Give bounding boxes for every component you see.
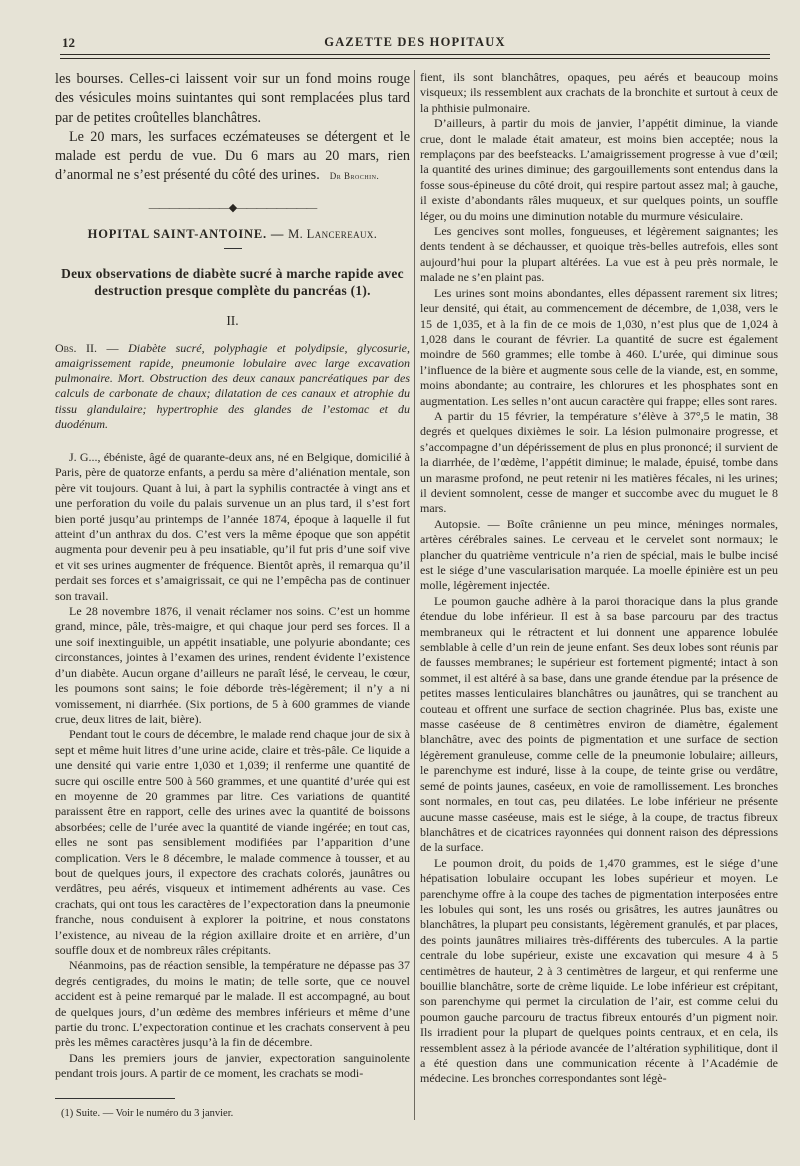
paragraph: Le 28 novembre 1876, il venait réclamer nos soins. C’est un homme grand, mince, pâle, très-maigre, et qui chaque jour perd ses forces. Il a une soif inextinguible, un appétit insatiable, une polyurie abondante; ces circonstances, jointes à l’examen des urines, rendent évidente l’existence d’un diabète. Aucun organe d’ailleurs ne paraît lésé, le cerveau, le cœur, les poumons sont sains; le foie déborde très-légèrement; il n’y a ni vomissement, ni diarrhée. (Six portions, de 5 à 600 grammes de viande crue, deux litres de lait, bière). <box>55 604 410 726</box>
paragraph: fient, ils sont blanchâtres, opaques, peu aérés et beaucoup moins visqueux; ils ressemblent aux crachats de la bronchite et surtout à ceux de la phthisie pulmonaire. <box>420 70 778 115</box>
signature: Dr Brochin. <box>329 171 380 182</box>
page-header <box>60 30 770 62</box>
page-number: 12 <box>62 35 75 50</box>
short-rule <box>224 248 242 249</box>
paragraph: Pendant tout le cours de décembre, le malade rend chaque jour de six à sept et même huit litres d’une urine acide, claire et très-pâle. Ce liquide a une densité qui varie entre 1,030 et 1,039; il renferme une quantité de sucre qui oscille entre 500 à 560 grammes, et une quantité d’urée qui est en moyenne de 20 grammes par litre. Ces variations de quantité paraissent être en rapport, celle des urines avec la quantité de boissons absorbées; celle de l’urée avec la quantité de viande ingérée; en tout cas, elles ne sont pas sensiblement modifiées par l’apparition d’une complication. Vers le 8 décembre, le malade commence à tousser, et au bout de quelques jours, il expectore des crachats colorés, jaunâtres ou verdâtres, peu aérés, visqueux et intimement adhérents au vase. Ces crachats, qui ont tous les caractères de l’expectoration dans la pneumonie franche, nous conduisent à explorer la poitrine, et nous constatons l’existence, au niveau de la région axillaire droite et en arrière, d’un souffle doux et de nombreux râles crépitants. <box>55 727 410 957</box>
ornamental-separator: ————————◆———————— <box>148 201 317 214</box>
paragraph: Autopsie. — Boîte crânienne un peu mince, méninges normales, artères cérébrales saines. Le cerveau et le cervelet sont normaux; le plancher du quatrième ventricule n’a rien de spécial, mais le bulbe incisé est le siége d’une vascularisation marquée. La moelle épinière est un peu molle, légèrement injectée. <box>420 516 778 593</box>
paragraph: Le poumon gauche adhère à la paroi thoracique dans la plus grande étendue du lobe inférieur. Il est à sa base parcouru par des tractus membraneux qui le rétractent et lui donnent une apparence lobulée semblable à celle d’un rein de jeune enfant. Ses deux lobes sont réunis par de fausses membranes; le supérieur est fortement pigmenté; intact à son sommet, il est altéré à sa base, dans une grande étendue par la présence de petites masses lenticulaires blanchâtres ou jaunâtres, qui se tranchent au couteau et offrent une surface de section chagrinée. Plus bas, existe une masse caséeuse de 8 centimètres environ de diamètre, également blanchâtre, avec des points de pigmentation et une surface de section légèrement granuleuse, comme celle de la pneumonie lobulaire; ailleurs, le parenchyme est induré, lisse à la coupe, de teinte grise ou verdâtre, semé de points jaunes, caséeux, en voie de ramollissement. Les bronches sont normales, en tout cas, peu dilatées. Le lobe inférieur ne présente aucune masse caséeuse, mais est le siége, à la coupe, de tractus fibreux blanchâtres et de cicatrices rayonnées qui donnent raison des dépressions de la surface. <box>420 593 778 855</box>
paragraph: Néanmoins, pas de réaction sensible, la température ne dépasse pas 37 degrés centigrades, du moins le matin; de telle sorte, que ce nouvel accident est à peine remarqué par le malade. Il est accompagné, au bout de quelques jours, d’un œdème des membres inférieurs et même d’une partie du tronc. L’expectoration continue et les crachats conservent à peu près les mêmes caractères jusqu’à la fin de décembre. <box>55 958 410 1050</box>
hospital-heading: HOPITAL SAINT-ANTOINE. — M. Lancereaux. <box>87 226 378 241</box>
footnote: (1) Suite. — Voir le numéro du 3 janvier. <box>61 1107 234 1119</box>
paragraph: Les urines sont moins abondantes, elles dépassent rarement six litres; leur densité, qui était, au commencement de décembre, de 1,038, vers le 15 de 1,035, et à la fin de ce mois de 1,030, n’est plus que de 1,024 à 1,028 dans le courant de février. La quantité de sucre est également moindre de 560 grammes; elle tombe à 460. L’urée, qui diminue sous l’influence de la bière et augmente sous celle de la viande, est, en somme, moins abondante; au contraire, les chlorures et les phosphates sont en augmentation. Les selles n’ont aucun caractère qui frappe; elles sont rares. <box>420 285 778 408</box>
column-divider <box>414 70 415 1120</box>
observation-summary: Obs. II. — Diabète sucré, polyphagie et polydipsie, glycosurie, amaigrissement rapide, pneumonie lobulaire avec large excavation pulmonaire. Mort. Obstruction des deux canaux pancréatiques par des calculs de carbonate de chaux; dilatation de ces canaux et atrophie du tissu glandulaire; hypertrophie des glandes de l’estomac et du duodénum. <box>55 340 410 431</box>
header-rule <box>60 54 770 55</box>
paragraph: D’ailleurs, à partir du mois de janvier, l’appétit diminue, la viande crue, dont le malade était amateur, est moins bien acceptée; nous la remplaçons par des beefsteacks. L’amaigrissement progresse à vue d’œil; la quantité des urines diminue; des gargouillements sont entendus dans la fosse sous-épineuse du côté droit, qui respire partout assez mal; à gauche, il existe d’abondants râles muqueux, et sur quelques points, un souffle léger, ou du moins une diminution notable du murmure vésiculaire. <box>420 116 778 223</box>
paragraph: J. G..., ébéniste, âgé de quarante-deux ans, né en Belgique, domicilié à Paris, père de quatorze enfants, a perdu sa mère d’aliénation mentale, son père vit toujours. Quant à lui, à part la syphilis contractée à vingt ans et une perforation du voile du palais survenue un an plus tard, il s’est fort bien porté jusqu’au printemps de l’année 1874, époque à laquelle il fut atteint d’un anthrax du dos. C’est vers la même époque que son appétit augmenta pour devenir peu à peu insatiable, qu’il fut pris d’une soif vive et vit ses urines augmenter de fréquence. Bientôt après, il remarqua qu’il perdait ses forces et s’amaigrissait, ce qui ne l’empêcha pas de continuer son travail. <box>55 450 410 603</box>
paragraph: Dans les premiers jours de janvier, expectoration sanguinolente pendant trois jours. A partir de ce moment, les crachats se modi- <box>55 1050 410 1081</box>
footnote-rule <box>55 1098 175 1099</box>
paragraph: les bourses. Celles-ci laissent voir sur un fond moins rouge des vésicules moins suintantes qui sont remplacées plus tard par de petites croûtelles blanchâtres. <box>55 71 410 126</box>
paragraph: Les gencives sont molles, fongueuses, et légèrement saignantes; les dents tendent à se déchausser, et quoique très-belles autrefois, elles sont aujourd’hui pour la plupart altérées. La vue est à peu près normale, le malade ne s’en plaint pas. <box>420 224 778 285</box>
paragraph: Le poumon droit, du poids de 1,470 grammes, est le siége d’une hépatisation lobulaire occupant les lobes supérieur et moyen. Le parenchyme offre à la coupe des taches de pigmentation interposées entre les lobules qui sont, les uns rosés ou grisâtres, les autres jaunâtres ou blanchâtres, la plupart peu consistants, légèrement granulés, et par places, des points jaunâtres miliaires très-différents des tubercules. A la partie centrale du lobe supérieur, existe une excavation qui mesure 4 à 5 centimètres de hauteur, 2 à 3 centimètres de largeur, et qui renferme une bouillie blanchâtre, sorte de crème liquide. Le lobe inférieur est crépitant, son parenchyme qui permet la circulation de l’air, est comme celui du poumon gauche parcouru de tractus fibreux entourés d’un pigment noir. Ils irradient pour la plupart de quelques points centraux, et en cela, ils ressemblent assez à la période avancée de l’altération syphilitique, dont il a été question dans une communication récente à l’Académie de médecine. Les bronches correspondantes sont légè- <box>420 855 778 1086</box>
section-number: II. <box>226 312 239 328</box>
right-column <box>420 70 778 1150</box>
previous-article-end <box>55 70 410 187</box>
running-title: GAZETTE DES HOPITAUX <box>324 35 506 49</box>
header-rule-thin <box>60 58 770 59</box>
paragraph: Le 20 mars, les surfaces eczémateuses se détergent et le malade est perdu de vue. Du 6 mars au 20 mars, rien d’anormal ne s’est présenté du côté des urines. Dr Brochin. <box>55 128 410 184</box>
doctor-name: M. Lancereaux. <box>288 226 378 241</box>
article-title: Deux observations de diabète sucré à marche rapide avec destruction presque complète du pancréas (1). <box>61 265 404 298</box>
paragraph: A partir du 15 février, la température s’élève à 37°,5 le matin, 38 degrés et quelques dixièmes le soir. La lésion pulmonaire progresse, et s’accompagne d’un dépérissement de plus en plus prononcé; il survient de la diarrhée, de l’œdème, l’appétit diminue; le malade, épuisé, tombe dans un marasme profond, ne peut retenir ni les matières fécales, ni les urines; il devient somnolent, cesse de manger et succombe avec du muguet le 8 mars. <box>420 408 778 516</box>
left-column <box>55 70 410 1150</box>
